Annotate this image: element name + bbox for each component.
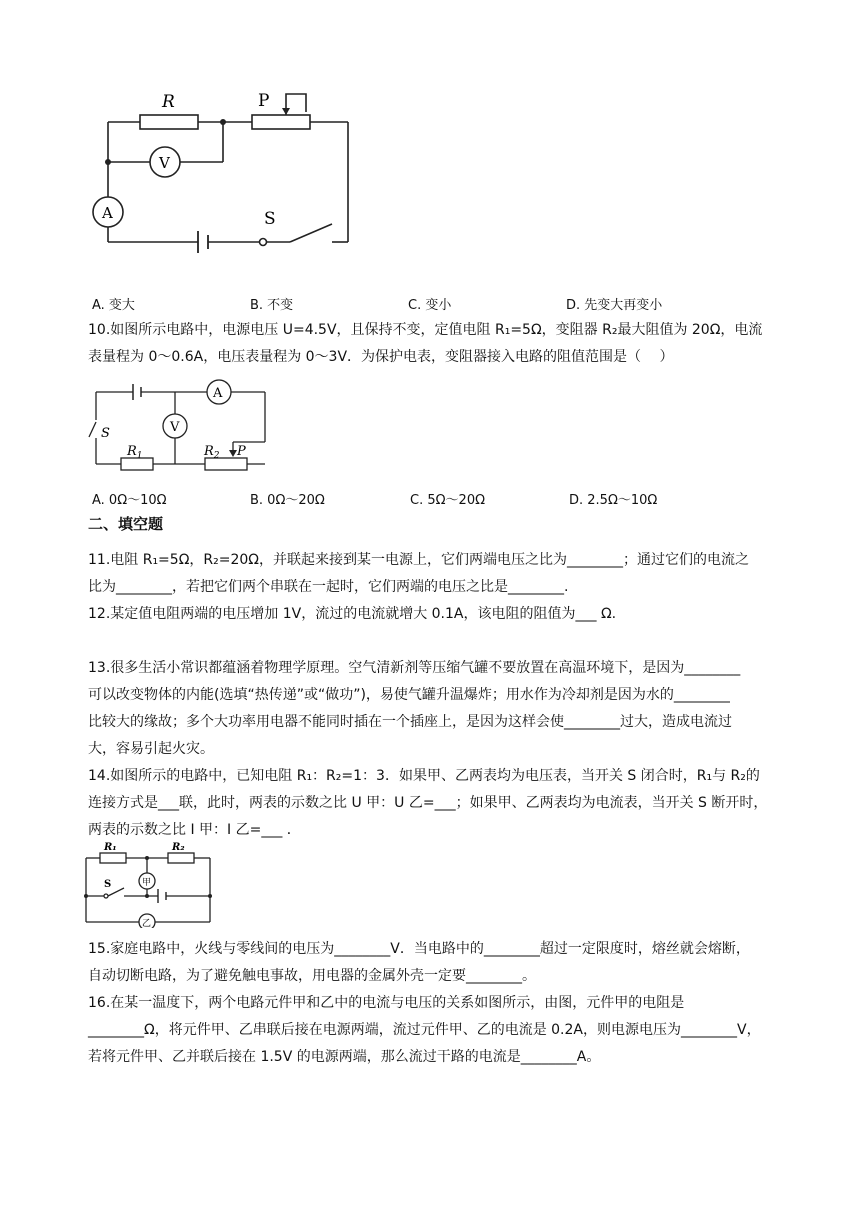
q11-text-line-2: 比为________，若把它们两个串联在一起时，它们两端的电压之比是________.	[88, 579, 569, 595]
svg-text:R2	[203, 444, 220, 461]
q10-label-r2: R	[204, 444, 214, 459]
q9-label-a: A	[102, 204, 113, 222]
q14-circuit-diagram	[82, 840, 218, 928]
q10-text-line-2: 表量程为 0～0.6A，电压表量程为 0～3V．为保护电表，变阻器接入电路的阻值范围是（ ）	[88, 349, 674, 365]
q14-label-yi: 乙	[142, 919, 152, 928]
q10-option-b: B. 0Ω～20Ω	[250, 493, 325, 508]
q16-text-line-1: 16.在某一温度下，两个电路元件甲和乙中的电流与电压的关系如图所示，由图，元件甲的电阻是	[88, 995, 685, 1011]
q11-text-line-1: 11.电阻 R₁=5Ω，R₂=20Ω，并联起来接到某一电源上，它们两端电压之比为________；通过它们的电流之	[88, 552, 749, 568]
q9-option-d: D. 先变大再变小	[566, 298, 663, 313]
q13-text-line-1: 13.很多生活小常识都蕴涵着物理学原理。空气清新剂等压缩气罐不要放置在高温环境下，是因为________	[88, 660, 741, 676]
q9-option-c: C. 变小	[408, 298, 452, 313]
svg-text:R1	[126, 444, 143, 461]
q14-text-line-1: 14.如图所示的电路中，已知电阻 R₁：R₂=1：3．如果甲、乙两表均为电压表，当开关 S 闭合时，R₁与 R₂的	[88, 768, 760, 784]
q15-text-line-2: 自动切断电路，为了避免触电事故，用电器的金属外壳一定要________。	[88, 968, 536, 984]
section-2-title: 二、填空题	[88, 515, 164, 533]
q14-label-jia: 甲	[142, 878, 152, 888]
q10-label-r1: R	[127, 444, 137, 459]
q15-text-line-1: 15.家庭电路中，火线与零线间的电压为________V．当电路中的________超过一定限度时，熔丝就会熔断，	[88, 941, 750, 957]
q10-label-a: A	[213, 386, 223, 401]
q14-label-r2: R₂	[172, 842, 185, 853]
q9-option-b: B. 不变	[250, 298, 294, 313]
q9-option-a: A. 变大	[92, 298, 135, 313]
q9-circuit-diagram	[80, 84, 370, 264]
q9-label-v: V	[159, 154, 170, 172]
q14-text-line-2: 连接方式是___联，此时，两表的示数之比 U 甲：U 乙=___；如果甲、乙两表均为电流表，当开关 S 断开时，	[88, 795, 768, 811]
q9-label-p: P	[258, 91, 270, 111]
q13-text-line-3: 比较大的缘故；多个大功率用电器不能同时插在一个插座上，是因为这样会使________过大，造成电流过	[88, 714, 732, 730]
q10-text-line-1: 10.如图所示电路中，电源电压 U=4.5V，且保持不变，定值电阻 R₁=5Ω，变阻器 R₂最大阻值为 20Ω，电流	[88, 322, 763, 338]
q10-label-v: V	[170, 420, 180, 435]
q10-label-p: P	[237, 444, 246, 459]
q13-text-line-2: 可以改变物体的内能(选填“热传递”或“做功”)，易使气罐升温爆炸；用水作为冷却剂是因为水的________	[88, 687, 730, 703]
q10-option-a: A. 0Ω～10Ω	[92, 493, 167, 508]
q9-label-s: S	[264, 209, 276, 229]
q14-text-line-3: 两表的示数之比 I 甲：I 乙=___ ．	[88, 822, 301, 838]
q10-option-c: C. 5Ω～20Ω	[410, 493, 486, 508]
q9-label-r: R	[162, 92, 175, 112]
q12-text-line-1: 12.某定值电阻两端的电压增加 1V，流过的电流就增大 0.1A，该电阻的阻值为___ Ω.	[88, 606, 617, 622]
q10-label-r2-sub: 2	[213, 451, 220, 461]
q13-text-line-4: 大，容易引起火灾。	[88, 741, 214, 757]
q10-option-d: D. 2.5Ω～10Ω	[569, 493, 658, 508]
q16-text-line-3: 若将元件甲、乙并联后接在 1.5V 的电源两端，那么流过干路的电流是________A。	[88, 1049, 601, 1065]
q10-circuit-diagram	[84, 374, 274, 474]
q16-text-line-2: ________Ω，将元件甲、乙串联后接在电源两端，流过元件甲、乙的电流是 0.2A，则电源电压为________V，	[88, 1022, 761, 1038]
q14-label-r1: R₁	[104, 842, 117, 853]
q14-label-s: S	[104, 879, 112, 890]
q10-label-r1-sub: 1	[136, 451, 143, 461]
q10-label-s: S	[101, 426, 110, 441]
